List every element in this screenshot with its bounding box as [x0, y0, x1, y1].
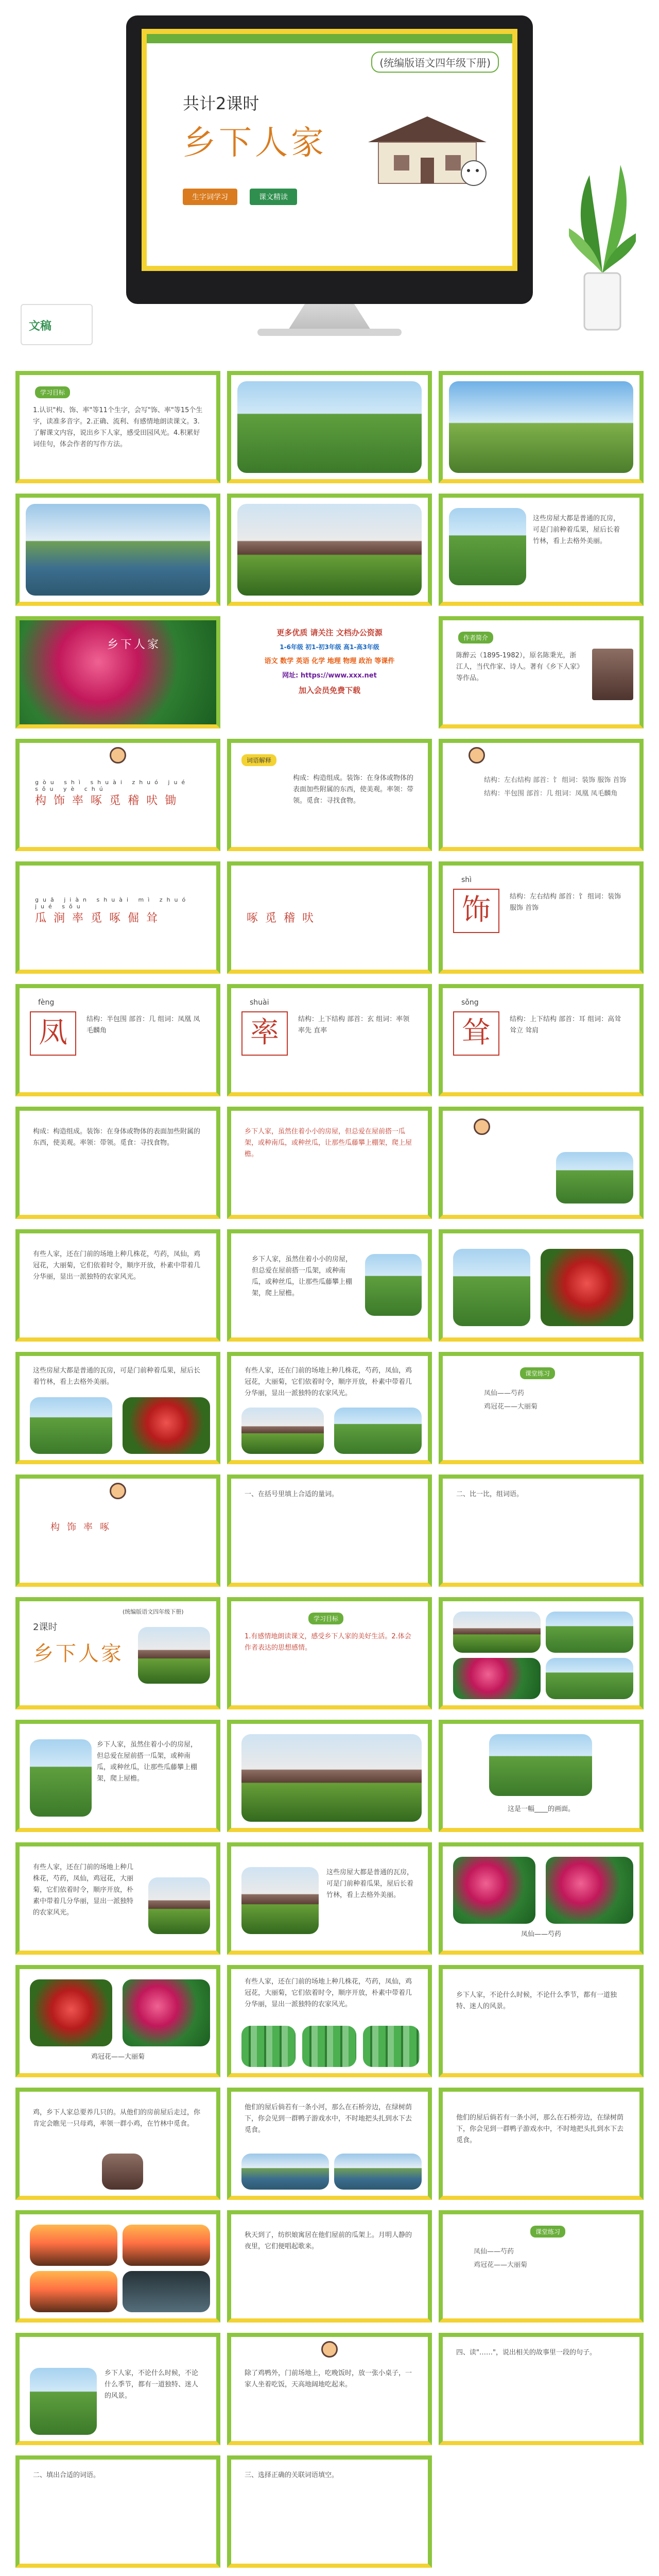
task-1: 一、在括号里填上合适的量词。 [245, 1490, 339, 1498]
goals2-text: 1.有感情地朗读课文，感受乡下人家的美好生活。2.体会作者表达的思想感情。 [245, 1633, 411, 1652]
reading-text: 乡下人家，不论什么时候，不论什么季节，都有一道独特、迷人的风景。 [105, 2369, 199, 2400]
ducks-text-2: 他们的屋后倘若有一条小河，那么在石桥旁边，在绿树荫下，你会见到一群鸭子游戏水中，不时地把头扎到水下去觅食。 [456, 2114, 624, 2144]
garden-photo-a [30, 1397, 112, 1454]
bamboo-para: 有些人家，还在门前的场地上种几株花，芍药，凤仙，鸡冠花，大丽菊，它们依着时令，顺序开放，朴素中带着几分华丽，显出一派独特的农家风光。 [245, 1978, 412, 2008]
farmhouse-illustration [363, 111, 492, 189]
slide-char-shuai [227, 984, 432, 1096]
char-notes [484, 774, 629, 801]
cover-title: 乡下人家 [183, 124, 327, 162]
slide-photo-3 [15, 494, 220, 606]
note-feng: 结构：半包围 部首：几 组词：凤凰 凤毛麟角 [484, 790, 618, 798]
caption-flower-2: 鸡冠花——大丽菊 [91, 2053, 145, 2061]
duck-photo-2 [334, 2154, 422, 2190]
drawing-photo [241, 1867, 319, 1934]
slide-house-text [439, 494, 644, 606]
countryside-photo [237, 381, 422, 473]
slide-goals-2 [227, 1597, 432, 1709]
word-tag: 词语解释 [241, 754, 276, 766]
mindmap-tag: 课堂练习 [520, 1367, 555, 1379]
fence-caption: 这是一幅____的画面。 [507, 1805, 575, 1813]
char-note: 结构：上下结构 部首：玄 组词：率领 率先 直率 [298, 1015, 410, 1035]
advert-block [235, 625, 424, 698]
summary-text: 乡下人家，不论什么时候，不论什么季节，都有一道独特、迷人的风景。 [456, 1991, 617, 2010]
char-pinyin: shì [461, 876, 472, 884]
mindmap-item: 凤仙——芍药 [484, 1389, 525, 1397]
char-box: 凤 [30, 1011, 76, 1056]
structure-item: 凤仙——芍药 [474, 2248, 514, 2256]
bitter-melon-photo [541, 1249, 633, 1326]
char-pinyin: shuài [250, 998, 269, 1007]
char-box: 耸 [453, 1011, 499, 1056]
mindmap-item: 鸡冠花——大丽菊 [484, 1403, 538, 1411]
monitor [126, 15, 533, 304]
structure-tag: 课堂练习 [530, 2226, 565, 2238]
sunset-photo-1 [123, 2225, 210, 2266]
slide-summary-1 [439, 1965, 644, 2077]
author-text: 陈醉云（1895-1982），原名陈秉光，浙江人，当代作家、诗人。著有《乡下人家》等作品。 [456, 652, 580, 682]
lesson2-house [138, 1627, 210, 1684]
fill-words: 二、填出合适的词语。 [33, 2471, 100, 2479]
goals-text: 1.认识"构、饰、率"等11个生字，会写"饰、率"等15个生字，读准多音字。2.正确、流利、有感情地朗读课文。3.了解课文内容，说出乡下人家，感受田园风光。4.积累好词佳句，体会作者的写作方法。 [33, 406, 203, 448]
calendar-label: 文稿 [29, 320, 52, 333]
tree-photo [546, 1658, 633, 1699]
gate-photo [241, 1408, 324, 1454]
night-text: 秋天到了，纺织娘寓居在他们屋前的瓜架上。月明人静的夜里，它们便唱起歌来。 [245, 2231, 412, 2250]
char-pinyin: fèng [38, 998, 55, 1007]
word-text: 构成：构造组成。装饰：在身体或物体的表面加些附属的东西，使美观。率领：带领。觅食：寻找食物。 [33, 1128, 201, 1147]
slide-photo-4 [227, 494, 432, 606]
slide-connectives [227, 2455, 432, 2568]
cover-lessons: 共计2课时 [183, 94, 259, 113]
slide-exercise [439, 2333, 644, 2445]
flower-text: 有些人家，还在门前的场地上种几株花，芍药，凤仙，鸡冠花，大丽菊，它们依着时令，顺序开放，朴素中带着几分华丽，显出一派独特的农家风光。 [33, 1863, 134, 1917]
bamboo-text: 有些人家，还在门前的场地上种几株花，芍药，凤仙，鸡冠花，大丽菊，它们依着时令，顺序开放，朴素中带着几分华丽，显出一派独特的农家风光。 [245, 1367, 412, 1397]
char-note: 结构：左右结构 部首：饣 组词：装饰 服饰 首饰 [510, 893, 621, 912]
ducks-text: 他们的屋后倘若有一条小河，那么在石桥旁边，在绿树荫下，你会见到一群鸭子游戏水中，不时地把头扎到水下去觅食。 [245, 2104, 412, 2134]
exercise-1: 四、读"……"，说出相关的故事里一段的句子。 [456, 2349, 596, 2357]
slide-task-1 [227, 1475, 432, 1587]
chili-photo [123, 1397, 210, 1454]
peony-photo [546, 1857, 633, 1924]
melon-photo [556, 1152, 633, 1204]
slide-photo-2 [439, 371, 644, 483]
chicken-photo [102, 2154, 143, 2190]
advert-line-2: 1-6年级 初1-初3年级 高1-高3年级 [280, 643, 379, 651]
drawing-text: 这些房屋大都是普通的瓦房，可是门前种着瓜果，屋后长着竹林，看上去格外美丽。 [326, 1869, 414, 1899]
dahlia-photo [123, 1979, 210, 2046]
word-text: 构成：构造组成。装饰：在身体或物体的表面加些附属的东西，使美观。率领：带领。觅食：寻找食物。 [293, 774, 414, 805]
slide-advert [227, 616, 432, 728]
slide-terrace [15, 1720, 220, 1832]
author-portrait [592, 649, 633, 700]
slide-flower-pair-2 [15, 1965, 220, 2077]
slide-bamboo [227, 1965, 432, 2077]
reading-photo [30, 2368, 97, 2435]
night-photo [123, 2271, 210, 2312]
slide-structure [439, 2210, 644, 2323]
connectives: 三、选择正确的关联词语填空。 [245, 2471, 339, 2479]
lesson2-title: 乡下人家 [33, 1642, 124, 1666]
slide-drawing [227, 1842, 432, 1955]
balsam-photo [453, 1857, 535, 1924]
slide-char-shi [439, 861, 644, 974]
teacher-avatar [474, 1118, 490, 1135]
slide-flower-text [15, 1842, 220, 1955]
slide-photo-1 [227, 371, 432, 483]
reading-button[interactable]: 课文精读 [250, 189, 297, 205]
slide-vine [227, 1229, 432, 1342]
duck-photo-1 [241, 2154, 329, 2190]
slide-char-song [439, 984, 644, 1096]
char-note: 结构：上下结构 部首：耳 组词：高耸 耸立 耸肩 [510, 1015, 621, 1035]
char-row-3: 啄觅稽吠 [247, 912, 321, 925]
flower-garden [148, 1877, 210, 1934]
slide-reading [15, 2333, 220, 2445]
slide-para-flower [15, 1229, 220, 1342]
mindmap-list [484, 1387, 629, 1414]
slide-title-photo [15, 616, 220, 728]
advert-line-3: 语文 数学 英语 化学 地理 物理 政治 等课件 [264, 657, 395, 665]
dinner-text: 除了鸡鸭外，门前场地上，吃晚饭时，放一张小桌子，一家人坐着吃饭，天高地阔地吃起来。 [245, 2369, 412, 2388]
slide-ducks-text [439, 2088, 644, 2200]
slide-pinyin-review [15, 1475, 220, 1587]
teacher-avatar [321, 2341, 338, 2358]
para-melon: 乡下人家，虽然住着小小的房屋，但总爱在屋前搭一瓜架，或种南瓜，或种丝瓜，让那些瓜藤攀上棚架，爬上屋檐。 [245, 1128, 412, 1158]
slide-words-2 [15, 1107, 220, 1219]
char-note: 结构：半包围 部首：几 组词：凤凰 凤毛麟角 [86, 1015, 200, 1035]
slide-task-2 [439, 1475, 644, 1587]
garden-photo [449, 508, 526, 585]
lesson2-sub: (统编版语文四年级下册) [123, 1608, 184, 1615]
teacher-avatar [110, 747, 126, 764]
bamboo-photo-2 [302, 2026, 356, 2067]
slide-fence [439, 1720, 644, 1832]
slide-char-feng [15, 984, 220, 1096]
terrace-text: 乡下人家，虽然住着小小的房屋，但总爱在屋前搭一瓜架，或种南瓜，或种丝瓜，让那些瓜藤攀上棚架，爬上屋檐。 [97, 1741, 198, 1783]
slide-goals [15, 371, 220, 483]
author-tag: 作者简介 [458, 632, 493, 643]
slide-fill-words [15, 2455, 220, 2568]
pinyin-row: gòu shì shuài zhuó jué sǒu yè chú [35, 779, 189, 792]
slide-bamboo-text [227, 1352, 432, 1464]
chicken-text: 鸡，乡下人家总要养几只的。从他们的房前屋后走过，你肯定会瞧见一只母鸡，率领一群小鸡，在竹林中觅食。 [33, 2109, 201, 2128]
slide-pinyin-3 [227, 861, 432, 974]
house-photo [453, 1612, 541, 1653]
cartoon-village [241, 1734, 422, 1822]
advert-line-1: 更多优质 请关注 文档办公资源 [276, 628, 383, 637]
cover-green-bar [147, 34, 512, 43]
slide-flowers-grid [439, 1597, 644, 1709]
slide-author [439, 616, 644, 728]
slide-flower-pair [439, 1842, 644, 1955]
slide-dinner-text [227, 2333, 432, 2445]
terrace-photo [30, 1739, 92, 1817]
slide-melon-photo [439, 1107, 644, 1219]
task-2: 二、比一比，组词语。 [456, 1490, 524, 1498]
advert-line-4[interactable]: 网址: https://www.xxx.net [282, 672, 377, 680]
fence-photo [489, 1734, 592, 1796]
sunset-photo-2 [30, 2271, 117, 2312]
gourd-photo [453, 1249, 530, 1326]
bamboo-photo-1 [241, 2026, 296, 2067]
char-row: 构饰率啄觅稽吠锄 [35, 794, 184, 807]
char-pinyin: sǒng [461, 998, 479, 1007]
monitor-base [257, 329, 402, 336]
slide-dinner-photos [15, 2210, 220, 2323]
slide-pinyin-1 [15, 739, 220, 851]
slide-mindmap [439, 1352, 644, 1464]
advert-line-5: 加入会员免费下载 [298, 686, 360, 695]
study-button[interactable]: 生字词学习 [183, 189, 237, 205]
garden-text: 这些房屋大都是普通的瓦房，可是门前种着瓜果，屋后长着竹林，看上去格外美丽。 [33, 1367, 201, 1386]
vine-photo [365, 1254, 422, 1316]
flower-photo [453, 1658, 541, 1699]
pinyin-row-2: guā jiàn shuài mì zhuó jué sǒu [35, 896, 190, 910]
para-flower: 有些人家，还在门前的场地上种几株花，芍药，凤仙，鸡冠花，大丽菊，它们依着时令，顺序开放，朴素中带着几分华丽，显出一派独特的农家风光。 [33, 1250, 201, 1281]
cover-subtitle: (统编版语文四年级下册) [371, 52, 499, 73]
slide-chicken [15, 2088, 220, 2200]
mountain-lake-photo [26, 504, 210, 596]
lesson2-count: 2课时 [33, 1622, 58, 1633]
slide-para-melon [227, 1107, 432, 1219]
slide-char-list [439, 739, 644, 851]
desk-calendar [21, 304, 93, 345]
yard-photo [334, 1408, 422, 1454]
slide-word-explain [227, 739, 432, 851]
slide-night [227, 2210, 432, 2323]
house-text: 这些房屋大都是普通的瓦房，可是门前种着瓜果，屋后长着竹林，看上去格外美丽。 [533, 515, 620, 545]
char-box: 率 [241, 1011, 288, 1056]
caption-flower-1: 凤仙——芍药 [521, 1930, 561, 1938]
slide-gourd [439, 1229, 644, 1342]
monitor-stand [288, 304, 371, 330]
structure-item: 鸡冠花——大丽菊 [474, 2261, 528, 2269]
slide-title: 乡下人家 [107, 638, 161, 651]
teacher-avatar [469, 747, 485, 764]
goals2-tag: 学习目标 [308, 1613, 343, 1624]
char-review: 构饰率啄 [50, 1522, 116, 1533]
slide-pinyin-2 [15, 861, 220, 974]
cockscomb-photo [30, 1979, 112, 2046]
slide-tag: 学习目标 [35, 386, 70, 398]
field-photo [546, 1612, 633, 1653]
teacher-avatar [110, 1483, 126, 1499]
slide-cartoon [227, 1720, 432, 1832]
village-lake-photo [237, 504, 422, 596]
slide-cover-2 [15, 1597, 220, 1709]
note-shi: 结构：左右结构 部首：饣 组词：装饰 服饰 首饰 [484, 776, 627, 784]
cover-slide [142, 29, 517, 271]
char-box: 饰 [453, 889, 499, 933]
slide-ducks [227, 2088, 432, 2200]
structure-list [474, 2245, 629, 2272]
char-row-2: 瓜涧率觅啄倔耸 [35, 912, 165, 925]
dinner-photo [30, 2225, 117, 2266]
vine-text: 乡下人家，虽然住着小小的房屋，但总爱在屋前搭一瓜架，或种南瓜，或种丝瓜，让那些瓜藤攀上棚架，爬上屋檐。 [252, 1256, 353, 1297]
potted-plant [569, 155, 636, 340]
slide-garden-photos [15, 1352, 220, 1464]
bamboo-photo-3 [363, 2026, 420, 2067]
hero-section [0, 0, 659, 361]
field-photo [449, 381, 633, 473]
